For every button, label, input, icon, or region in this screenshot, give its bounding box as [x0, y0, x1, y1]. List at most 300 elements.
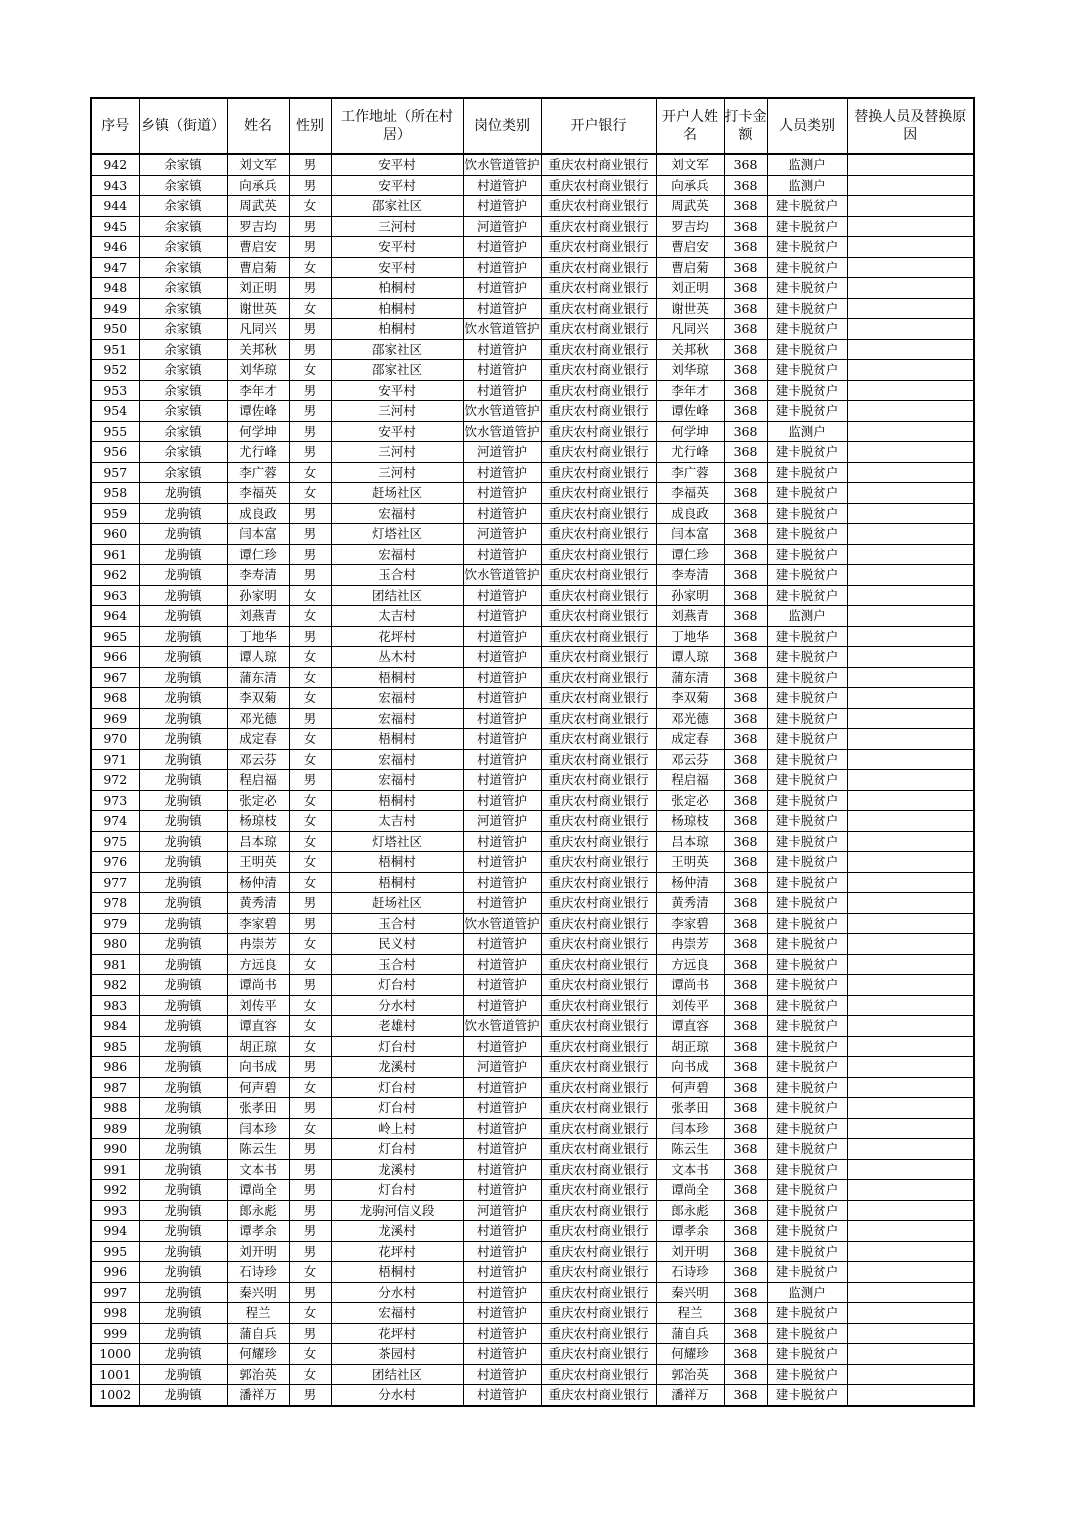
table-row: [91, 462, 974, 483]
cell-work-address: 花坪村: [331, 626, 463, 647]
cell-work-address: 三河村: [331, 442, 463, 463]
cell-post-type: 村道管护: [463, 770, 541, 791]
cell-replacement: [847, 1323, 974, 1344]
cell-amount: 368: [724, 1282, 767, 1303]
cell-gender: 男: [289, 1323, 331, 1344]
cell-index: 965: [91, 626, 139, 647]
cell-account-holder: 李广蓉: [656, 462, 724, 483]
cell-name: 张孝田: [227, 1098, 289, 1119]
cell-post-type: 饮水管道管护: [463, 154, 541, 175]
cell-person-type: 建卡脱贫户: [767, 647, 847, 668]
cell-gender: 男: [289, 1057, 331, 1078]
cell-amount: 368: [724, 1344, 767, 1365]
cell-work-address: 安平村: [331, 257, 463, 278]
cell-name: 刘传平: [227, 995, 289, 1016]
cell-town: 余家镇: [139, 380, 227, 401]
cell-work-address: 宏福村: [331, 1303, 463, 1324]
cell-amount: 368: [724, 770, 767, 791]
cell-person-type: 建卡脱贫户: [767, 1118, 847, 1139]
cell-post-type: 村道管护: [463, 647, 541, 668]
cell-index: 951: [91, 339, 139, 360]
cell-replacement: [847, 565, 974, 586]
cell-gender: 男: [289, 175, 331, 196]
cell-name: 曹启菊: [227, 257, 289, 278]
cell-town: 龙驹镇: [139, 1098, 227, 1119]
table-row: [91, 913, 974, 934]
table-row: [91, 995, 974, 1016]
table-row: [91, 216, 974, 237]
cell-amount: 368: [724, 913, 767, 934]
cell-replacement: [847, 154, 974, 175]
cell-account-holder: 杨仲清: [656, 872, 724, 893]
cell-index: 963: [91, 585, 139, 606]
cell-index: 983: [91, 995, 139, 1016]
cell-town: 龙驹镇: [139, 688, 227, 709]
cell-post-type: 村道管护: [463, 1118, 541, 1139]
cell-post-type: 村道管护: [463, 1036, 541, 1057]
cell-account-holder: 谢世英: [656, 298, 724, 319]
cell-index: 954: [91, 401, 139, 422]
cell-town: 龙驹镇: [139, 934, 227, 955]
cell-account-holder: 邓光德: [656, 708, 724, 729]
cell-replacement: [847, 975, 974, 996]
cell-index: 991: [91, 1159, 139, 1180]
cell-name: 郭治英: [227, 1364, 289, 1385]
cell-person-type: 建卡脱贫户: [767, 216, 847, 237]
col-header-post-type: 岗位类别: [463, 98, 541, 154]
cell-person-type: 建卡脱贫户: [767, 585, 847, 606]
cell-bank: 重庆农村商业银行: [541, 360, 656, 381]
cell-gender: 男: [289, 913, 331, 934]
cell-gender: 女: [289, 462, 331, 483]
cell-person-type: 建卡脱贫户: [767, 401, 847, 422]
table-row: [91, 893, 974, 914]
cell-replacement: [847, 770, 974, 791]
cell-bank: 重庆农村商业银行: [541, 1262, 656, 1283]
cell-post-type: 村道管护: [463, 1098, 541, 1119]
col-header-work-address: 工作地址（所在村居）: [331, 98, 463, 154]
cell-person-type: 监测户: [767, 421, 847, 442]
cell-gender: 女: [289, 954, 331, 975]
cell-post-type: 河道管护: [463, 1057, 541, 1078]
cell-town: 龙驹镇: [139, 1036, 227, 1057]
cell-name: 谭尚全: [227, 1180, 289, 1201]
cell-account-holder: 谭仁珍: [656, 544, 724, 565]
cell-name: 谭孝余: [227, 1221, 289, 1242]
cell-work-address: 玉合村: [331, 913, 463, 934]
cell-town: 龙驹镇: [139, 995, 227, 1016]
cell-town: 龙驹镇: [139, 1016, 227, 1037]
cell-gender: 男: [289, 401, 331, 422]
cell-account-holder: 谭直容: [656, 1016, 724, 1037]
table-row: [91, 1180, 974, 1201]
cell-replacement: [847, 503, 974, 524]
cell-index: 988: [91, 1098, 139, 1119]
cell-replacement: [847, 872, 974, 893]
cell-replacement: [847, 934, 974, 955]
cell-bank: 重庆农村商业银行: [541, 913, 656, 934]
cell-work-address: 花坪村: [331, 1241, 463, 1262]
cell-bank: 重庆农村商业银行: [541, 585, 656, 606]
cell-replacement: [847, 954, 974, 975]
cell-index: 982: [91, 975, 139, 996]
cell-gender: 女: [289, 852, 331, 873]
cell-bank: 重庆农村商业银行: [541, 1118, 656, 1139]
cell-index: 958: [91, 483, 139, 504]
table-row: [91, 934, 974, 955]
table-row: [91, 1282, 974, 1303]
cell-name: 李福英: [227, 483, 289, 504]
cell-replacement: [847, 175, 974, 196]
cell-amount: 368: [724, 1098, 767, 1119]
cell-person-type: 建卡脱贫户: [767, 913, 847, 934]
cell-work-address: 梧桐村: [331, 852, 463, 873]
cell-work-address: 团结社区: [331, 1364, 463, 1385]
cell-person-type: 建卡脱贫户: [767, 667, 847, 688]
cell-replacement: [847, 729, 974, 750]
cell-replacement: [847, 647, 974, 668]
cell-work-address: 邵家社区: [331, 360, 463, 381]
cell-bank: 重庆农村商业银行: [541, 380, 656, 401]
cell-index: 994: [91, 1221, 139, 1242]
cell-name: 李年才: [227, 380, 289, 401]
cell-replacement: [847, 688, 974, 709]
cell-gender: 男: [289, 524, 331, 545]
cell-account-holder: 刘文军: [656, 154, 724, 175]
cell-index: 964: [91, 606, 139, 627]
cell-work-address: 分水村: [331, 995, 463, 1016]
cell-replacement: [847, 790, 974, 811]
cell-replacement: [847, 462, 974, 483]
cell-bank: 重庆农村商业银行: [541, 1364, 656, 1385]
cell-town: 龙驹镇: [139, 647, 227, 668]
cell-work-address: 灯台村: [331, 1180, 463, 1201]
cell-amount: 368: [724, 688, 767, 709]
cell-replacement: [847, 360, 974, 381]
cell-index: 974: [91, 811, 139, 832]
cell-index: 981: [91, 954, 139, 975]
cell-amount: 368: [724, 708, 767, 729]
cell-person-type: 建卡脱贫户: [767, 790, 847, 811]
cell-person-type: 建卡脱贫户: [767, 1016, 847, 1037]
cell-post-type: 村道管护: [463, 1344, 541, 1365]
cell-index: 945: [91, 216, 139, 237]
cell-index: 961: [91, 544, 139, 565]
cell-account-holder: 胡正琼: [656, 1036, 724, 1057]
cell-index: 962: [91, 565, 139, 586]
cell-post-type: 村道管护: [463, 339, 541, 360]
table-row: [91, 975, 974, 996]
cell-amount: 368: [724, 1200, 767, 1221]
cell-gender: 女: [289, 667, 331, 688]
cell-account-holder: 冉崇芳: [656, 934, 724, 955]
cell-account-holder: 石诗珍: [656, 1262, 724, 1283]
cell-post-type: 村道管护: [463, 729, 541, 750]
cell-amount: 368: [724, 872, 767, 893]
cell-replacement: [847, 1385, 974, 1406]
cell-work-address: 茶园村: [331, 1344, 463, 1365]
cell-post-type: 河道管护: [463, 216, 541, 237]
cell-town: 龙驹镇: [139, 1159, 227, 1180]
cell-name: 闫本富: [227, 524, 289, 545]
cell-town: 余家镇: [139, 154, 227, 175]
cell-town: 龙驹镇: [139, 790, 227, 811]
cell-name: 成良政: [227, 503, 289, 524]
cell-gender: 女: [289, 688, 331, 709]
cell-amount: 368: [724, 1159, 767, 1180]
cell-name: 蒲自兵: [227, 1323, 289, 1344]
cell-post-type: 村道管护: [463, 831, 541, 852]
cell-town: 龙驹镇: [139, 544, 227, 565]
cell-amount: 368: [724, 175, 767, 196]
cell-gender: 女: [289, 1303, 331, 1324]
cell-person-type: 建卡脱贫户: [767, 729, 847, 750]
cell-town: 龙驹镇: [139, 524, 227, 545]
cell-name: 何声碧: [227, 1077, 289, 1098]
cell-work-address: 宏福村: [331, 544, 463, 565]
header-row: [91, 98, 974, 154]
cell-bank: 重庆农村商业银行: [541, 1323, 656, 1344]
cell-gender: 男: [289, 770, 331, 791]
cell-account-holder: 蒲自兵: [656, 1323, 724, 1344]
cell-account-holder: 潘祥万: [656, 1385, 724, 1406]
cell-account-holder: 李寿清: [656, 565, 724, 586]
cell-bank: 重庆农村商业银行: [541, 1303, 656, 1324]
cell-amount: 368: [724, 995, 767, 1016]
cell-person-type: 监测户: [767, 1282, 847, 1303]
cell-gender: 男: [289, 1200, 331, 1221]
cell-post-type: 村道管护: [463, 483, 541, 504]
cell-index: 959: [91, 503, 139, 524]
cell-gender: 男: [289, 544, 331, 565]
cell-town: 龙驹镇: [139, 1282, 227, 1303]
cell-replacement: [847, 1364, 974, 1385]
cell-gender: 男: [289, 503, 331, 524]
cell-account-holder: 张定必: [656, 790, 724, 811]
cell-account-holder: 闫本珍: [656, 1118, 724, 1139]
cell-index: 986: [91, 1057, 139, 1078]
cell-post-type: 村道管护: [463, 606, 541, 627]
table-row: [91, 380, 974, 401]
cell-work-address: 分水村: [331, 1282, 463, 1303]
cell-bank: 重庆农村商业银行: [541, 278, 656, 299]
cell-person-type: 建卡脱贫户: [767, 1364, 847, 1385]
cell-index: 948: [91, 278, 139, 299]
cell-name: 刘正明: [227, 278, 289, 299]
cell-bank: 重庆农村商业银行: [541, 934, 656, 955]
cell-person-type: 建卡脱贫户: [767, 708, 847, 729]
cell-replacement: [847, 811, 974, 832]
cell-index: 971: [91, 749, 139, 770]
cell-town: 龙驹镇: [139, 811, 227, 832]
cell-account-holder: 曹启安: [656, 237, 724, 258]
cell-work-address: 安平村: [331, 154, 463, 175]
cell-post-type: 村道管护: [463, 175, 541, 196]
cell-amount: 368: [724, 1323, 767, 1344]
cell-gender: 男: [289, 1139, 331, 1160]
cell-index: 977: [91, 872, 139, 893]
cell-name: 石诗珍: [227, 1262, 289, 1283]
cell-name: 黄秀清: [227, 893, 289, 914]
cell-index: 998: [91, 1303, 139, 1324]
cell-index: 953: [91, 380, 139, 401]
cell-work-address: 三河村: [331, 216, 463, 237]
cell-person-type: 建卡脱贫户: [767, 1098, 847, 1119]
cell-town: 龙驹镇: [139, 749, 227, 770]
cell-post-type: 村道管护: [463, 278, 541, 299]
table-row: [91, 708, 974, 729]
cell-index: 999: [91, 1323, 139, 1344]
cell-amount: 368: [724, 339, 767, 360]
cell-account-holder: 闫本富: [656, 524, 724, 545]
cell-account-holder: 李家碧: [656, 913, 724, 934]
cell-replacement: [847, 893, 974, 914]
table-row: [91, 298, 974, 319]
cell-town: 龙驹镇: [139, 1077, 227, 1098]
cell-post-type: 饮水管道管护: [463, 401, 541, 422]
table-row: [91, 585, 974, 606]
cell-gender: 男: [289, 278, 331, 299]
cell-gender: 女: [289, 1344, 331, 1365]
cell-person-type: 建卡脱贫户: [767, 319, 847, 340]
table-row: [91, 442, 974, 463]
cell-post-type: 村道管护: [463, 975, 541, 996]
cell-work-address: 安平村: [331, 175, 463, 196]
cell-name: 蒲东清: [227, 667, 289, 688]
cell-work-address: 玉合村: [331, 954, 463, 975]
cell-name: 陈云生: [227, 1139, 289, 1160]
cell-bank: 重庆农村商业银行: [541, 1180, 656, 1201]
cell-replacement: [847, 1016, 974, 1037]
cell-account-holder: 王明英: [656, 852, 724, 873]
cell-replacement: [847, 606, 974, 627]
cell-account-holder: 李双菊: [656, 688, 724, 709]
cell-amount: 368: [724, 606, 767, 627]
cell-person-type: 建卡脱贫户: [767, 995, 847, 1016]
cell-amount: 368: [724, 729, 767, 750]
cell-name: 尤行峰: [227, 442, 289, 463]
col-header-amount: 打卡金额: [724, 98, 767, 154]
cell-name: 郎永彪: [227, 1200, 289, 1221]
cell-index: 987: [91, 1077, 139, 1098]
col-header-index: 序号: [91, 98, 139, 154]
cell-amount: 368: [724, 237, 767, 258]
cell-work-address: 龙驹河信义段: [331, 1200, 463, 1221]
cell-work-address: 邵家社区: [331, 339, 463, 360]
cell-replacement: [847, 380, 974, 401]
table-row: [91, 360, 974, 381]
cell-replacement: [847, 995, 974, 1016]
table-row: [91, 524, 974, 545]
cell-gender: 男: [289, 1241, 331, 1262]
cell-work-address: 赶场社区: [331, 893, 463, 914]
cell-gender: 女: [289, 1077, 331, 1098]
cell-gender: 男: [289, 154, 331, 175]
cell-account-holder: 谭人琼: [656, 647, 724, 668]
cell-replacement: [847, 708, 974, 729]
cell-post-type: 村道管护: [463, 708, 541, 729]
cell-account-holder: 罗吉均: [656, 216, 724, 237]
cell-post-type: 村道管护: [463, 995, 541, 1016]
cell-replacement: [847, 1200, 974, 1221]
cell-post-type: 饮水管道管护: [463, 319, 541, 340]
cell-replacement: [847, 401, 974, 422]
cell-amount: 368: [724, 1262, 767, 1283]
cell-person-type: 建卡脱贫户: [767, 1323, 847, 1344]
table-row: [91, 1385, 974, 1406]
cell-replacement: [847, 442, 974, 463]
cell-amount: 368: [724, 1364, 767, 1385]
col-header-bank: 开户银行: [541, 98, 656, 154]
cell-name: 邓光德: [227, 708, 289, 729]
cell-town: 龙驹镇: [139, 585, 227, 606]
cell-gender: 女: [289, 1364, 331, 1385]
cell-bank: 重庆农村商业银行: [541, 544, 656, 565]
cell-index: 997: [91, 1282, 139, 1303]
cell-work-address: 安平村: [331, 421, 463, 442]
cell-name: 丁地华: [227, 626, 289, 647]
cell-account-holder: 谭尚书: [656, 975, 724, 996]
cell-replacement: [847, 667, 974, 688]
cell-work-address: 太吉村: [331, 606, 463, 627]
col-header-person-type: 人员类别: [767, 98, 847, 154]
cell-town: 余家镇: [139, 339, 227, 360]
cell-name: 孙家明: [227, 585, 289, 606]
cell-person-type: 建卡脱贫户: [767, 380, 847, 401]
cell-gender: 男: [289, 216, 331, 237]
cell-amount: 368: [724, 975, 767, 996]
cell-town: 余家镇: [139, 319, 227, 340]
cell-amount: 368: [724, 1139, 767, 1160]
cell-account-holder: 刘华琼: [656, 360, 724, 381]
cell-account-holder: 程兰: [656, 1303, 724, 1324]
cell-name: 李广蓉: [227, 462, 289, 483]
cell-work-address: 老雄村: [331, 1016, 463, 1037]
cell-town: 余家镇: [139, 278, 227, 299]
cell-bank: 重庆农村商业银行: [541, 1057, 656, 1078]
cell-gender: 女: [289, 872, 331, 893]
cell-town: 余家镇: [139, 175, 227, 196]
cell-person-type: 建卡脱贫户: [767, 1303, 847, 1324]
cell-bank: 重庆农村商业银行: [541, 790, 656, 811]
table-row: [91, 1221, 974, 1242]
cell-replacement: [847, 544, 974, 565]
cell-bank: 重庆农村商业银行: [541, 729, 656, 750]
cell-gender: 男: [289, 1159, 331, 1180]
cell-replacement: [847, 1159, 974, 1180]
cell-name: 李寿清: [227, 565, 289, 586]
cell-replacement: [847, 1098, 974, 1119]
cell-post-type: 村道管护: [463, 626, 541, 647]
table-row: [91, 872, 974, 893]
cell-bank: 重庆农村商业银行: [541, 831, 656, 852]
cell-town: 龙驹镇: [139, 729, 227, 750]
cell-index: 976: [91, 852, 139, 873]
cell-bank: 重庆农村商业银行: [541, 954, 656, 975]
cell-person-type: 建卡脱贫户: [767, 298, 847, 319]
cell-town: 龙驹镇: [139, 913, 227, 934]
cell-bank: 重庆农村商业银行: [541, 1098, 656, 1119]
cell-index: 947: [91, 257, 139, 278]
cell-amount: 368: [724, 1385, 767, 1406]
cell-amount: 368: [724, 544, 767, 565]
cell-index: 992: [91, 1180, 139, 1201]
cell-name: 潘祥万: [227, 1385, 289, 1406]
cell-work-address: 三河村: [331, 462, 463, 483]
cell-work-address: 宏福村: [331, 688, 463, 709]
cell-town: 龙驹镇: [139, 954, 227, 975]
table-row: [91, 1262, 974, 1283]
